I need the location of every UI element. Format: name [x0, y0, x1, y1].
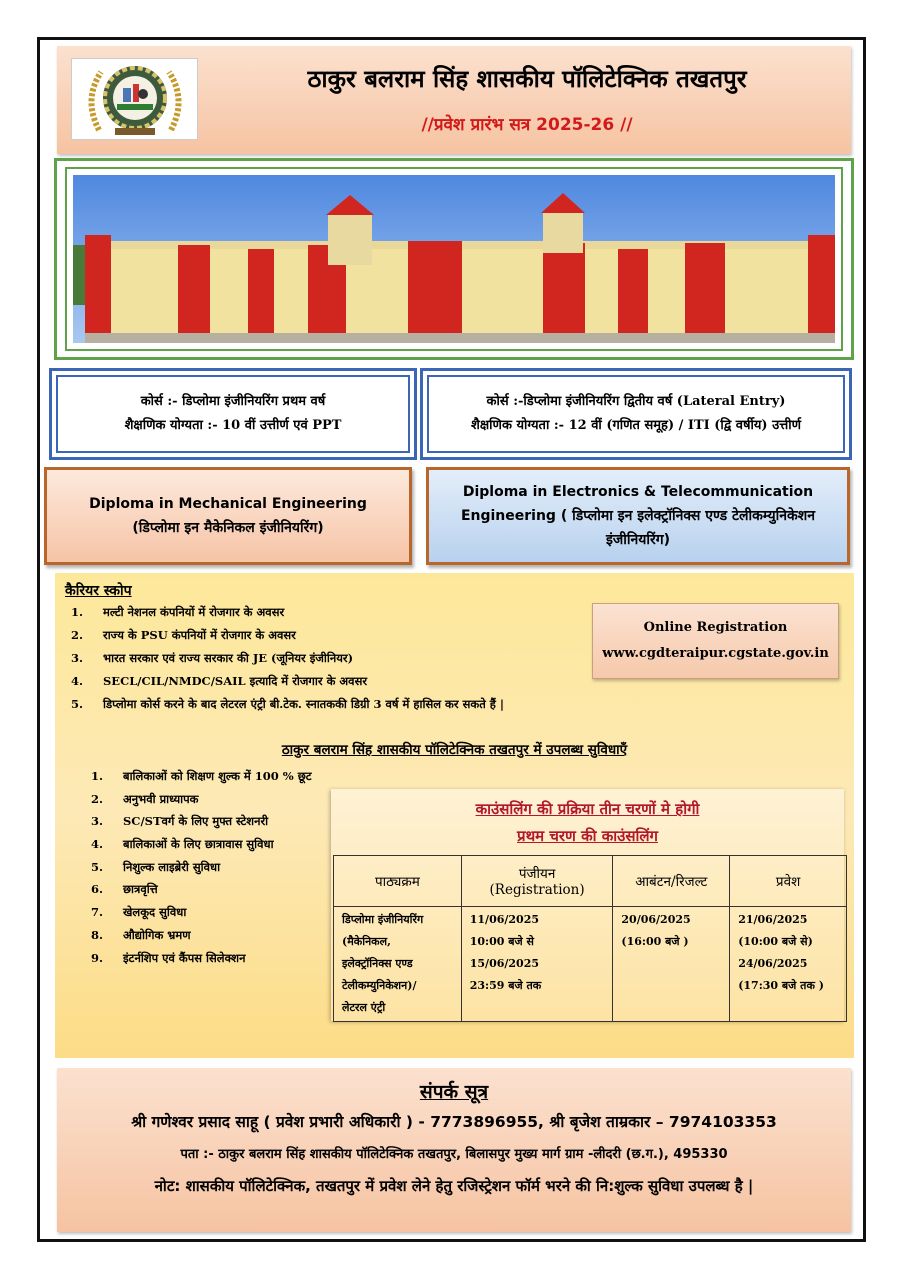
- facilities-heading: ठाकुर बलराम सिंह शासकीय पॉलिटेक्निक तखतपुर में उपलब्ध सुविधाएँ: [281, 742, 628, 758]
- list-item: 7. खेलकूद सुविधा: [91, 905, 187, 920]
- table-header-row: [334, 856, 847, 907]
- diploma-mechanical-box: [44, 467, 412, 565]
- admission-session-subtitle: //प्रवेश प्रारंभ सत्र 2025-26 //: [421, 115, 633, 135]
- list-item: 6. छात्रवृत्ति: [91, 882, 158, 897]
- list-item: 8. औद्योगिक भ्रमण: [91, 927, 191, 942]
- career-scope-list: [71, 605, 504, 720]
- counselling-subheading: प्रथम चरण की काउंसलिंग: [517, 827, 658, 845]
- course-lateral-label: कोर्स :-डिप्लोमा इंजीनियरिंग द्वितीय वर्ष (Lateral Entry): [486, 394, 786, 409]
- college-logo: [71, 58, 198, 140]
- counselling-schedule-table: [333, 855, 847, 1022]
- campus-photo-frame: [54, 158, 854, 360]
- list-item: 4. SECL/CIL/NMDC/SAIL इत्यादि में रोजगार के अवसर: [71, 674, 368, 688]
- list-item: 5. निशुल्क लाइब्रेरी सुविधा: [91, 859, 221, 874]
- list-item: 9. इंटर्नशिप एवं कैंपस सिलेक्शन: [91, 950, 246, 965]
- list-item: 4. बालिकाओं के लिए छात्रावास सुविधा: [91, 837, 274, 852]
- list-item: 3. SC/STवर्ग के लिए मुफ्त स्टेशनरी: [91, 814, 269, 829]
- course-first-year-eligibility: शैक्षणिक योग्यता :- 10 वीं उत्तीर्ण एवं PPT: [124, 418, 342, 433]
- diploma-etc-box: [426, 467, 850, 565]
- course-first-year-box: [49, 368, 417, 460]
- info-panel: [55, 573, 854, 1058]
- facilities-list: [91, 769, 312, 973]
- diploma-etc-line2: Engineering ( डिप्लोमा इन इलेक्ट्रॉनिक्स एण्ड टेलीकम्युनिकेशन: [460, 508, 816, 524]
- diploma-mechanical-hi: (डिप्लोमा इन मैकेनिकल इंजीनियरिंग): [132, 520, 324, 536]
- gear-emblem-icon: [75, 60, 195, 138]
- contact-panel: [57, 1068, 851, 1232]
- cell-admission: 21/06/2025 (10:00 बजे से) 24/06/2025 (17:30 बजे तक ): [730, 907, 847, 1022]
- course-lateral-entry-box: [420, 368, 852, 460]
- cell-course: डिप्लोमा इंजीनियरिंग (मैकेनिकल, इलेक्ट्रॉनिक्स एण्ड टेलीकम्युनिकेशन)/ लेटरल एंट्री: [334, 907, 462, 1022]
- cell-allotment: 20/06/2025 (16:00 बजे ): [613, 907, 730, 1022]
- online-registration-label: Online Registration: [643, 620, 788, 635]
- table-row: [334, 907, 847, 1022]
- course-first-year-label: कोर्स :- डिप्लोमा इंजीनियरिंग प्रथम वर्ष: [140, 394, 326, 409]
- course-lateral-eligibility: शैक्षणिक योग्यता :- 12 वीं (गणित समूह) / ITI (द्वि वर्षीय) उत्तीर्ण: [471, 418, 801, 433]
- list-item: 2. राज्य के PSU कंपनियों में रोजगार के अवसर: [71, 628, 296, 642]
- career-scope-heading: कैरियर स्कोप: [65, 583, 132, 599]
- campus-building-photo: [73, 175, 835, 343]
- col-admission: प्रवेश: [730, 856, 847, 907]
- list-item: 1. बालिकाओं को शिक्षण शुल्क में 100 % छूट: [91, 769, 312, 783]
- col-allotment: आबंटन/रिजल्ट: [613, 856, 730, 907]
- col-registration: पंजीयन (Registration): [461, 856, 613, 907]
- list-item: 2. अनुभवी प्राध्यापक: [91, 791, 199, 806]
- counselling-heading: काउंसलिंग की प्रक्रिया तीन चरणों मे होगी: [475, 800, 700, 818]
- college-title: ठाकुर बलराम सिंह शासकीय पॉलिटेक्निक तखतपुर: [307, 65, 747, 93]
- list-item: 5. डिप्लोमा कोर्स करने के बाद लेटरल एंट्री बी.टेक. स्नातककी डिग्री 3 वर्ष में हासिल कर सकते हैं |: [71, 697, 505, 711]
- header-banner: [57, 46, 851, 154]
- contact-people: श्री गणेश्वर प्रसाद साहू ( प्रवेश प्रभारी अधिकारी ) - 7773896955, श्री बृजेश ताम्रकार – 7974103353: [131, 1113, 777, 1131]
- diploma-etc-line1: Diploma in Electronics & Telecommunication: [462, 484, 814, 500]
- col-course: पाठ्यक्रम: [334, 856, 462, 907]
- diploma-etc-line3: इंजीनियरिंग): [605, 532, 671, 548]
- list-item: 1. मल्टी नेशनल कंपनियों में रोजगार के अवसर: [71, 605, 285, 619]
- online-registration-box: [592, 603, 839, 679]
- counselling-box: [331, 789, 844, 1021]
- list-item: 3. भारत सरकार एवं राज्य सरकार की JE (जूनियर इंजीनियर): [71, 651, 354, 665]
- diploma-mechanical-en: Diploma in Mechanical Engineering: [89, 496, 367, 512]
- cell-registration: 11/06/2025 10:00 बजे से 15/06/2025 23:59 बजे तक: [461, 907, 613, 1022]
- contact-heading: संपर्क सूत्र: [419, 1081, 489, 1103]
- contact-address: पता :- ठाकुर बलराम सिंह शासकीय पॉलिटेक्निक तखतपुर, बिलासपुर मुख्य मार्ग ग्राम -लीदरी (छ.ग.), 495330: [180, 1147, 728, 1162]
- online-registration-url[interactable]: www.cgdteraipur.cgstate.gov.in: [602, 646, 829, 661]
- contact-note: नोट: शासकीय पॉलिटेक्निक, तखतपुर में प्रवेश लेने हेतु रजिस्ट्रेशन फॉर्म भरने की नि:शुल्क सुविधा उपलब्ध है |: [154, 1177, 754, 1195]
